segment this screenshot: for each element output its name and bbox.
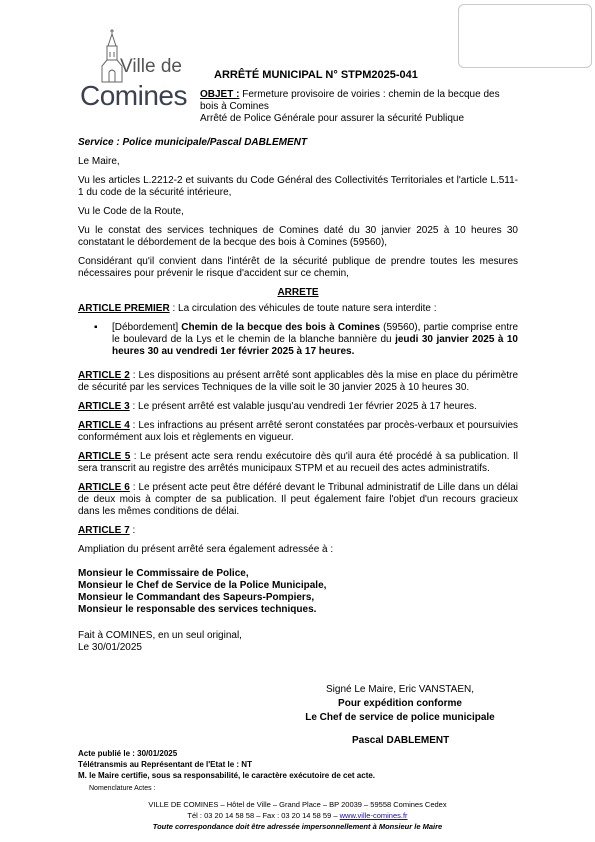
- website-link[interactable]: www.ville-comines.fr: [339, 811, 408, 820]
- recipient-list: [78, 568, 518, 616]
- logo-ville-text: Ville de: [120, 56, 182, 77]
- signature-line3: Le Chef de service de police municipale: [305, 712, 495, 723]
- objet-block: [200, 89, 520, 125]
- article-1: [78, 303, 518, 315]
- article-2-label: ARTICLE 2: [78, 370, 130, 381]
- arrete-heading: ARRETE: [277, 287, 319, 298]
- article-1-bullet: [78, 322, 518, 358]
- tel-fax: Tél : 03 20 14 58 58 – Fax : 03 20 14 58 59 –: [187, 811, 340, 820]
- article-3: [78, 401, 518, 413]
- city-logo: [78, 28, 196, 110]
- article-6-label: ARTICLE 6: [78, 482, 130, 493]
- vu-code-route: Vu le Code de la Route,: [78, 206, 184, 217]
- publication-notes: [78, 748, 375, 781]
- signature-line2: Pour expédition conforme: [338, 698, 462, 709]
- bullet-prefix: [Débordement]: [112, 322, 182, 333]
- acte-publie: Acte publié le : 30/01/2025: [78, 749, 178, 758]
- article-3-label: ARTICLE 3: [78, 401, 130, 412]
- footer-address: [0, 799, 595, 832]
- article-2-text: : Les dispositions au présent arrêté sont applicables dès la mise en place du périmètre de sécurité par les services Techniques de la ville soit le 30 janvier 2025 à 10 heures 30.: [78, 370, 519, 393]
- teletransmis: Télétransmis au Représentant de l'Etat le : NT: [78, 760, 252, 769]
- article-3-text: : Le présent arrêté est valable jusqu'au vendredi 1er février 2025 à 17 heures.: [129, 401, 477, 412]
- bullet-period: jeudi 30 janvier 2025 à 10 heures 30 au vendredi 1er février 2025 à 17 heures.: [112, 334, 518, 357]
- article-6-text: : Le présent acte peut être déféré devant le Tribunal administratif de Lille dans un délai de deux mois à compter de sa publication. Il peut également faire l'objet d'un recours gracieux dans les mêmes conditions de délai.: [78, 482, 519, 517]
- objet-line1: Fermeture provisoire de voiries : chemin de la becque des bois à Comines: [200, 89, 500, 112]
- article-4: [78, 420, 518, 444]
- certification: M. le Maire certifie, sous sa responsabilité, le caractère exécutoire de cet acte.: [78, 771, 376, 780]
- objet-line2: Arrêté de Police Générale pour assurer la sécurité Publique: [200, 113, 465, 124]
- document-body: [78, 137, 518, 654]
- vu-constat: Vu le constat des services techniques de Comines daté du 30 janvier 2025 à 10 heures 30 constatant le débordement de la becque des bois à Comines (59560),: [78, 225, 518, 248]
- service-line: Service : Police municipale/Pascal DABLEMENT: [78, 137, 307, 148]
- considerant: Considérant qu'il convient dans l'intérêt de la sécurité publique de prendre toutes les mesures nécessaires pour prévenir le risque d'accident sur ce chemin,: [78, 256, 518, 279]
- maire-line: Le Maire,: [78, 156, 120, 167]
- bullet-text: (59560), partie comprise entre le boulevard de la Lys et le chemin de la blanche bannière du: [112, 322, 518, 345]
- correspondence-notice: Toute correspondance doit être adressée impersonnellement à Monsieur le Maire: [152, 822, 443, 831]
- article-5-label: ARTICLE 5: [78, 451, 131, 462]
- nomenclature: Nomenclature Actes :: [89, 785, 156, 792]
- address-line: VILLE DE COMINES – Hôtel de Ville – Grand Place – BP 20039 – 59558 Comines Cedex: [148, 800, 447, 809]
- article-4-label: ARTICLE 4: [78, 420, 130, 431]
- recipient-item: Monsieur le responsable des services techniques.: [78, 604, 317, 615]
- article-7-label: ARTICLE 7: [78, 525, 130, 536]
- bullet-road: Chemin de la becque des bois à Comines: [181, 322, 381, 333]
- vu-articles: Vu les articles L.2212-2 et suivants du Code Général des Collectivités Territoriales et l'article L.511-1 du code de la sécurité intérieure,: [78, 175, 518, 198]
- date-line: Le 30/01/2025: [78, 642, 142, 653]
- fait-block: [78, 630, 518, 654]
- stamp-box: [458, 4, 592, 68]
- article-5: [78, 451, 518, 475]
- logo-comines-text: Comines: [80, 80, 187, 111]
- objet-label: OBJET :: [200, 89, 240, 100]
- recipient-item: Monsieur le Commandant des Sapeurs-Pompiers,: [78, 592, 315, 603]
- fait-line: Fait à COMINES, en un seul original,: [78, 630, 242, 641]
- signature-line1: Signé Le Maire, Eric VANSTAEN,: [325, 684, 474, 695]
- article-5-text: : Le présent acte sera rendu exécutoire dès qu'il aura été procédé à sa publication. Il sera transcrit au registre des arrêtés municipaux STPM et au recueil des actes administratifs.: [78, 451, 518, 474]
- recipient-item: Monsieur le Chef de Service de la Police Municipale,: [78, 580, 327, 591]
- contact-line: [0, 810, 595, 821]
- article-2: [78, 370, 518, 394]
- ampliation: Ampliation du présent arrêté sera également adressée à :: [78, 544, 334, 555]
- article-1-text: : La circulation des véhicules de toute nature sera interdite :: [169, 303, 437, 314]
- article-6: [78, 482, 518, 518]
- recipient-item: Monsieur le Commissaire de Police,: [78, 568, 249, 579]
- signature-block: [250, 683, 550, 725]
- article-7: [78, 525, 518, 537]
- article-7-text: :: [129, 525, 136, 536]
- article-1-label: ARTICLE PREMIER: [78, 303, 170, 314]
- article-4-text: : Les infractions au présent arrêté seront constatées par procès-verbaux et poursuivies conformément aux lois et règlements en vigueur.: [78, 420, 519, 443]
- document-title: ARRÊTÉ MUNICIPAL N° STPM2025-041: [214, 69, 418, 81]
- bullet-icon: ▪: [94, 322, 98, 333]
- signatory-name: Pascal DABLEMENT: [352, 735, 450, 746]
